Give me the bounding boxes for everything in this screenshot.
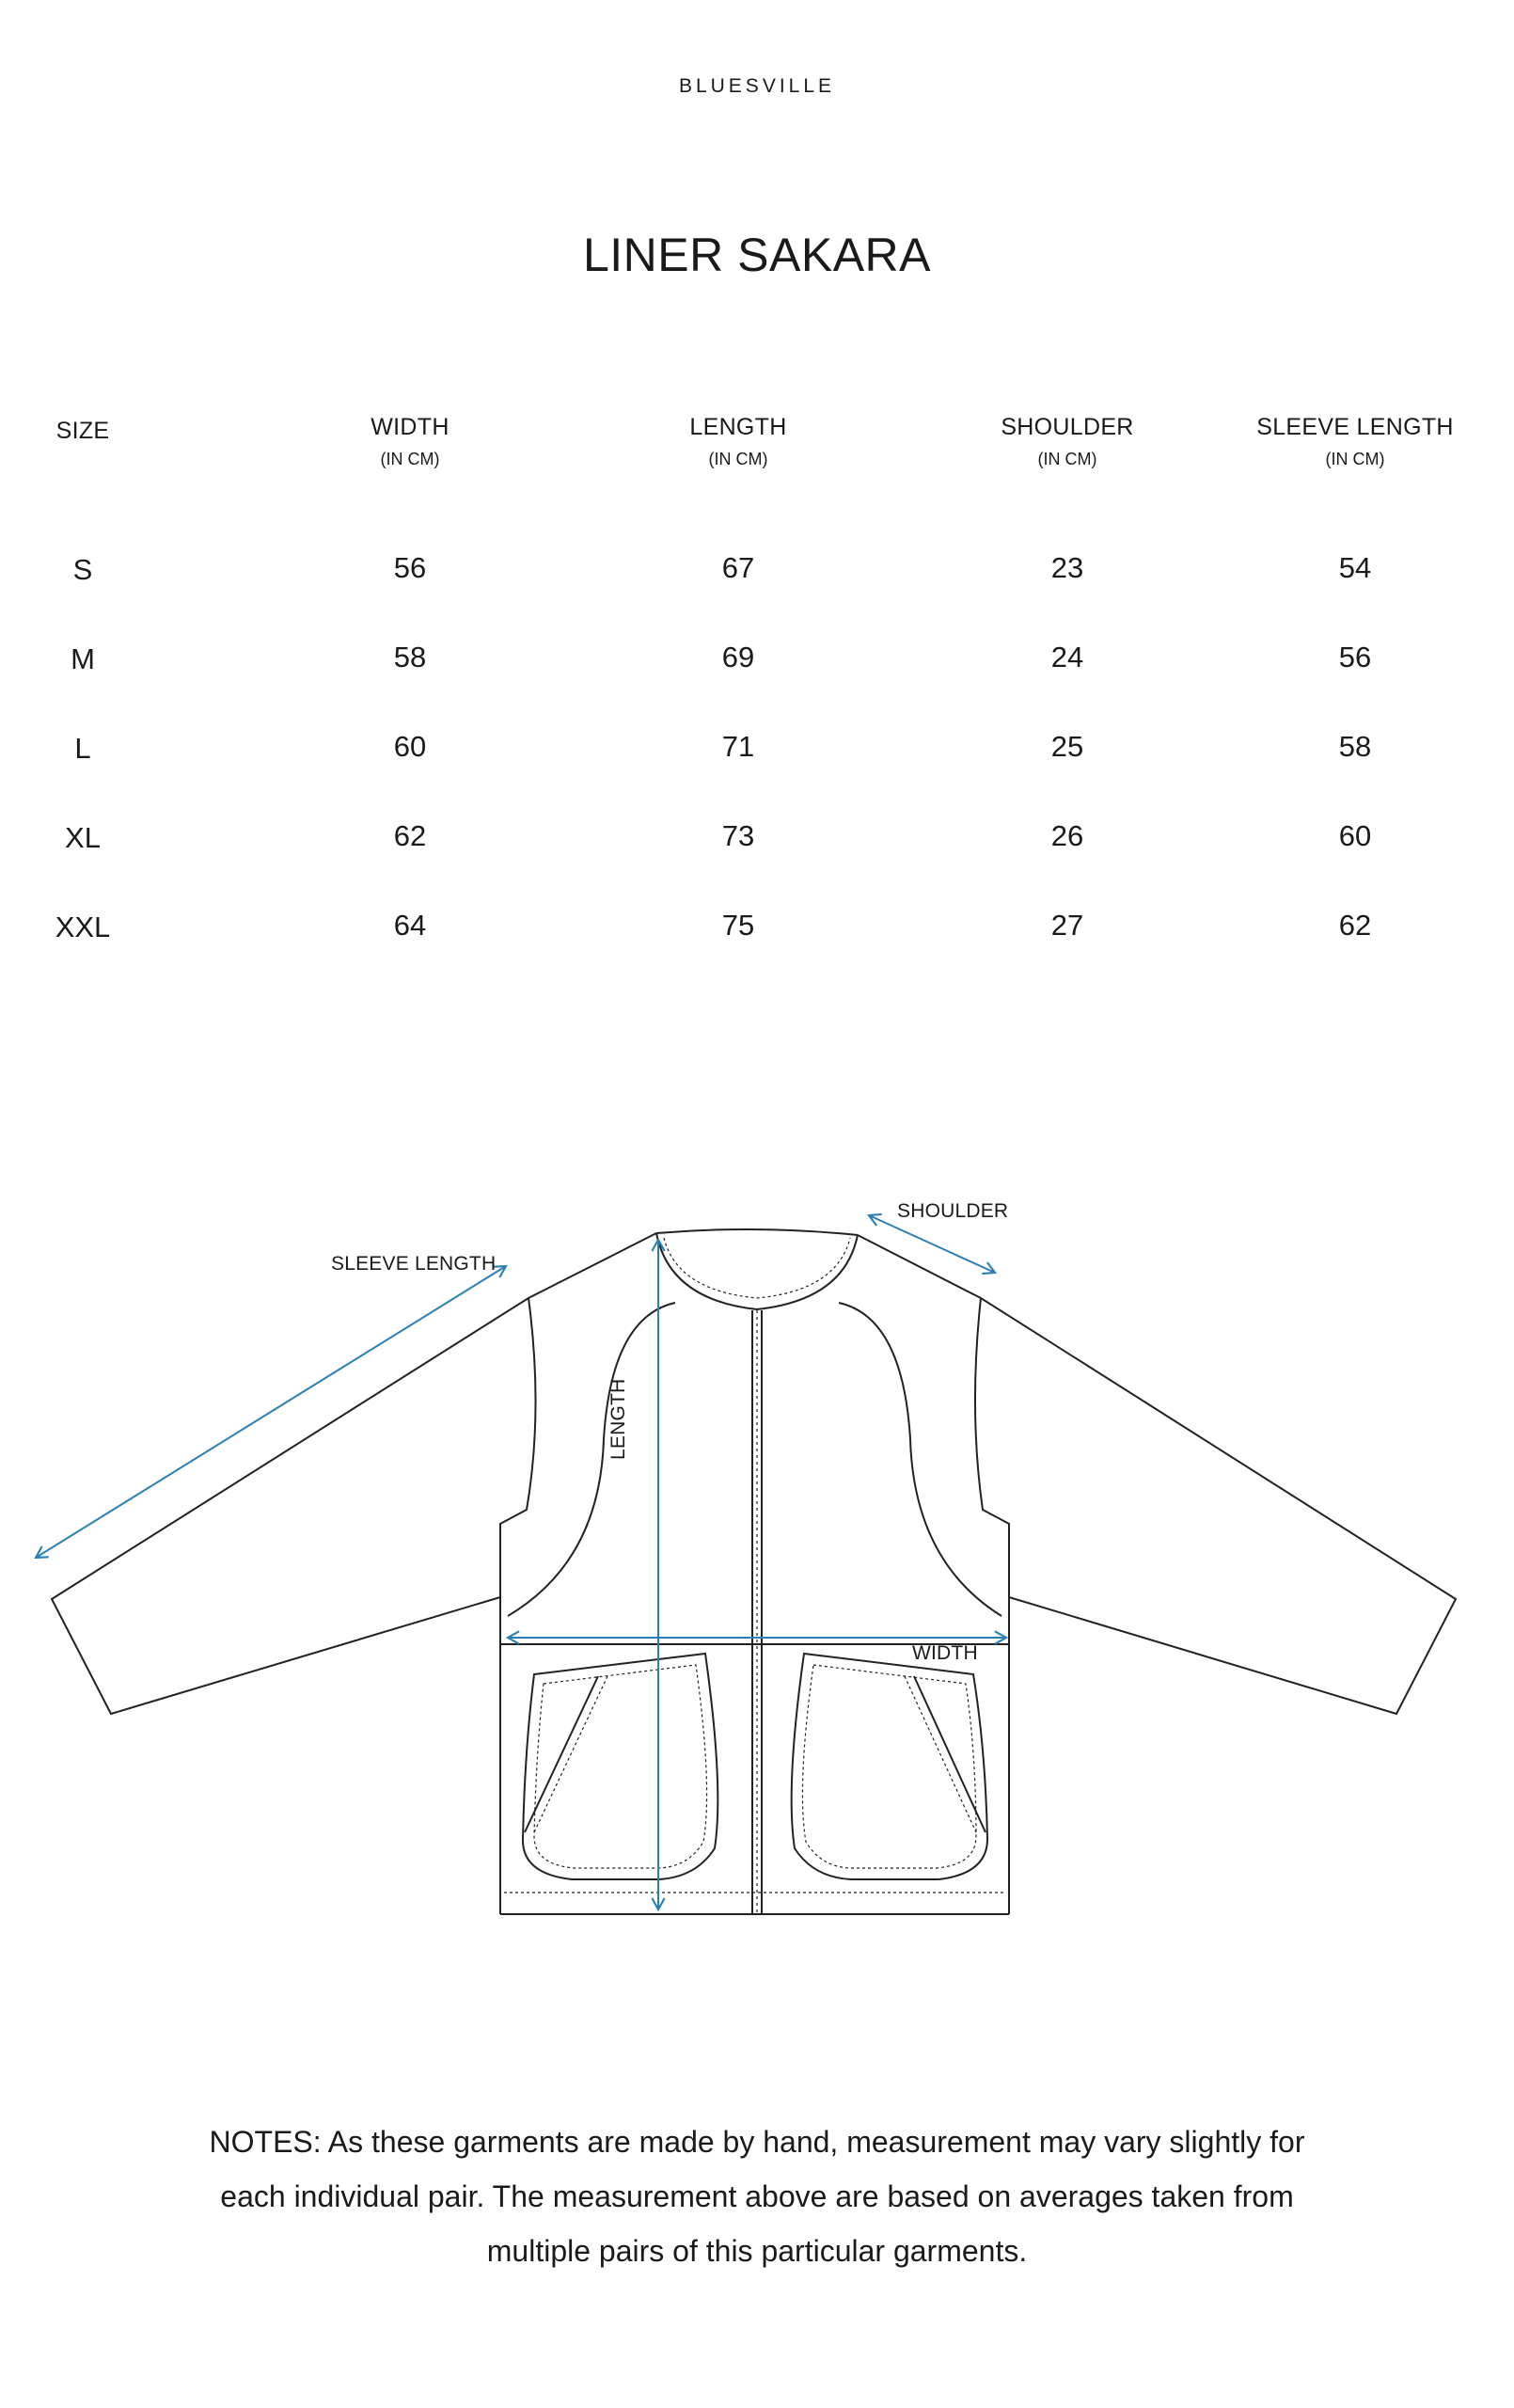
table-cell: 24 bbox=[1050, 641, 1084, 673]
table-cell: 25 bbox=[1050, 730, 1084, 763]
left-pocket bbox=[523, 1654, 718, 1879]
size-label: XL bbox=[65, 821, 101, 854]
table-cell: 67 bbox=[721, 551, 755, 584]
size-label: S bbox=[72, 553, 93, 586]
jacket-outline-svg bbox=[0, 1185, 1514, 1938]
right-pocket-opening-stitch bbox=[905, 1676, 976, 1832]
jacket-outline bbox=[52, 1229, 1456, 1914]
jacket-technical-drawing bbox=[0, 1185, 1514, 1938]
right-pocket-stitch bbox=[802, 1665, 976, 1868]
size-column-header: SIZE bbox=[55, 418, 110, 444]
table-cell: 64 bbox=[393, 909, 427, 942]
shoulder-arrow bbox=[869, 1215, 995, 1273]
table-cell: 60 bbox=[393, 730, 427, 763]
width-label: WIDTH bbox=[912, 1642, 978, 1664]
size-label: L bbox=[74, 732, 91, 765]
size-label: XXL bbox=[55, 911, 111, 943]
table-cell: 56 bbox=[1338, 641, 1372, 673]
left-pocket-opening-stitch bbox=[534, 1676, 607, 1832]
table-cell: 71 bbox=[721, 730, 755, 763]
table-cell: 62 bbox=[393, 819, 427, 852]
table-cell: 54 bbox=[1338, 551, 1372, 584]
width-column-header: WIDTH (IN CM) bbox=[371, 414, 449, 468]
sleeve-length-arrow bbox=[36, 1266, 506, 1558]
left-sleeve bbox=[52, 1233, 656, 1714]
notes-paragraph: NOTES: As these garments are made by hand, measurement may vary slightly for each individual pair. The measurement above are based on averages taken from multiple pairs of this particular garments. bbox=[209, 2125, 1305, 2268]
brand-logo: BLUESVILLE bbox=[678, 75, 836, 97]
table-cell: 58 bbox=[393, 641, 427, 673]
sleeve-length-label: SLEEVE LENGTH bbox=[331, 1253, 497, 1275]
length-label: LENGTH bbox=[607, 1378, 629, 1460]
table-cell: 75 bbox=[721, 909, 755, 942]
table-cell: 23 bbox=[1050, 551, 1084, 584]
table-cell: 62 bbox=[1338, 909, 1372, 942]
sleeve-length-column-header: SLEEVE LENGTH (IN CM) bbox=[1256, 414, 1454, 468]
table-cell: 58 bbox=[1338, 730, 1372, 763]
table-cell: 73 bbox=[721, 819, 755, 852]
left-pocket-opening bbox=[525, 1676, 598, 1832]
table-cell: 27 bbox=[1050, 909, 1084, 942]
left-pocket-stitch bbox=[534, 1665, 707, 1868]
right-pocket bbox=[792, 1654, 987, 1879]
measurement-arrows bbox=[36, 1215, 1006, 1909]
table-cell: 26 bbox=[1050, 819, 1084, 852]
right-pocket-opening bbox=[914, 1676, 986, 1832]
page-title: LINER SAKARA bbox=[582, 229, 931, 281]
table-cell: 60 bbox=[1338, 819, 1372, 852]
table-cell: 56 bbox=[393, 551, 427, 584]
length-column-header: LENGTH (IN CM) bbox=[689, 414, 787, 468]
shoulder-column-header: SHOULDER (IN CM) bbox=[1001, 414, 1134, 468]
size-label: M bbox=[71, 642, 95, 675]
shoulder-label: SHOULDER bbox=[897, 1200, 1009, 1222]
table-cell: 69 bbox=[721, 641, 755, 673]
collar-top bbox=[656, 1229, 858, 1235]
